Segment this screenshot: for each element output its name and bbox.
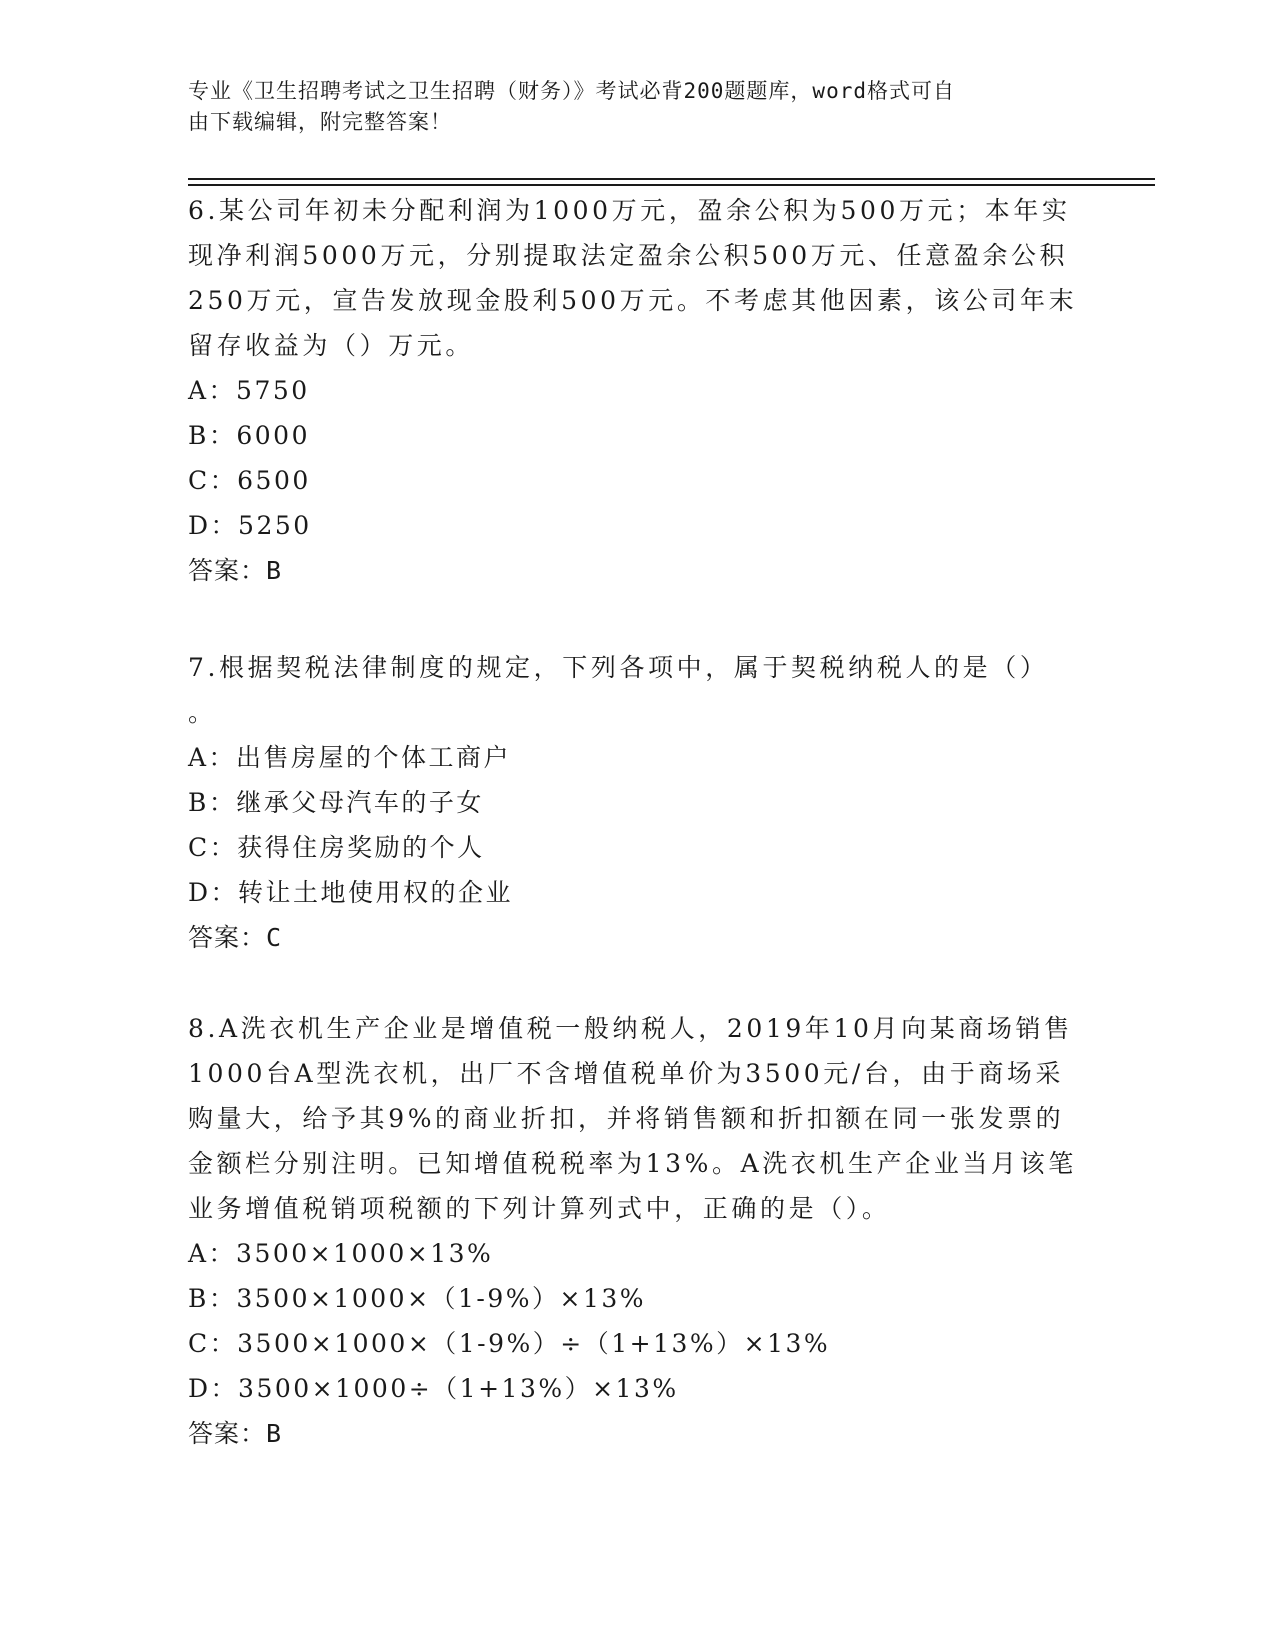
option-d: D：5250 (188, 511, 312, 540)
question-7 (188, 645, 1088, 960)
question-stem-line: 1000台A型洗衣机，出厂不含增值税单价为3500元/台，由于商场采 (188, 1059, 1065, 1088)
question-stem-line: 6.某公司年初未分配利润为1000万元，盈余公积为500万元；本年实 (188, 196, 1071, 225)
option-b: B：3500×1000×（1-9%）×13% (188, 1284, 647, 1313)
question-stem-line: 现净利润5000万元，分别提取法定盈余公积500万元、任意盈余公积 (188, 241, 1069, 270)
header-line: 专业《卫生招聘考试之卫生招聘（财务）》考试必背200题题库，word格式可自 (188, 79, 955, 103)
header-divider (188, 178, 1155, 180)
header-divider (188, 184, 1155, 186)
option-b: B：6000 (188, 421, 310, 450)
option-a: A：5750 (188, 376, 310, 405)
option-b: B：继承父母汽车的子女 (188, 788, 484, 817)
option-c: C：6500 (188, 466, 311, 495)
option-a: A：3500×1000×13% (188, 1239, 494, 1268)
option-a: A：出售房屋的个体工商户 (188, 743, 512, 772)
question-stem-line: 购量大，给予其9%的商业折扣，并将销售额和折扣额在同一张发票的 (188, 1104, 1065, 1133)
question-stem-line: 250万元，宣告发放现金股利500万元。不考虑其他因素，该公司年末 (188, 286, 1078, 315)
answer-line: 答案：B (188, 556, 283, 585)
question-6 (188, 188, 1088, 593)
header-line: 由下载编辑，附完整答案！ (188, 110, 452, 134)
question-stem-line: 。 (188, 698, 217, 727)
question-stem-line: 金额栏分别注明。已知增值税税率为13%。A洗衣机生产企业当月该笔 (188, 1149, 1077, 1178)
answer-line: 答案：B (188, 1419, 283, 1448)
option-c: C：获得住房奖励的个人 (188, 833, 485, 862)
question-stem-line: 8.A洗衣机生产企业是增值税一般纳税人，2019年10月向某商场销售 (188, 1014, 1073, 1043)
question-8 (188, 1006, 1088, 1456)
option-d: D：3500×1000÷（1+13%）×13% (188, 1374, 679, 1403)
option-c: C：3500×1000×（1-9%）÷（1+13%）×13% (188, 1329, 831, 1358)
answer-line: 答案：C (188, 923, 283, 952)
question-stem-line: 7.根据契税法律制度的规定，下列各项中，属于契税纳税人的是（） (188, 653, 1049, 682)
question-stem-line: 业务增值税销项税额的下列计算列式中，正确的是（）。 (188, 1194, 891, 1223)
question-stem-line: 留存收益为（）万元。 (188, 331, 475, 360)
option-d: D：转让土地使用权的企业 (188, 878, 514, 907)
document-header (188, 76, 1068, 138)
